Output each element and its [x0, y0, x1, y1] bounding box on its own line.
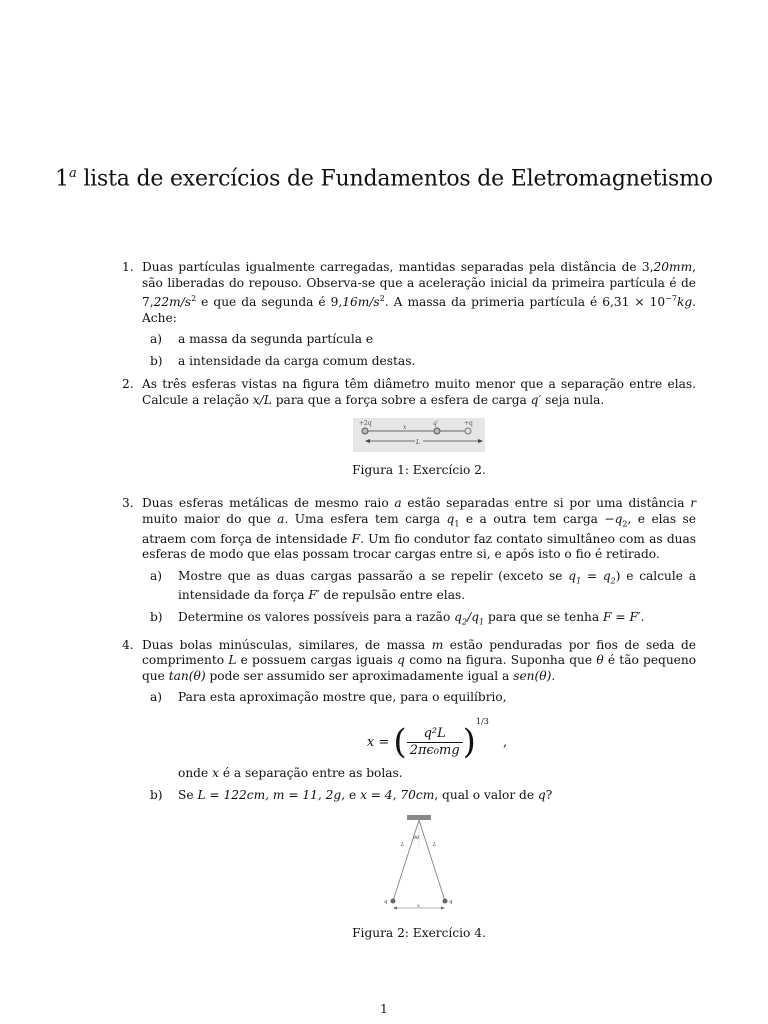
charge-symbol: q [602, 568, 611, 583]
math-inline: $q_2/q_1$ [454, 609, 485, 627]
mass-unit: kg [676, 295, 693, 310]
text: , qual o valor de [434, 787, 535, 802]
exercise-3 [122, 496, 696, 630]
text: seja nula. [545, 392, 605, 407]
exponent: 2 [191, 294, 197, 303]
numerator: q²L [407, 726, 463, 743]
text: Determine os valores possíveis para a razão [178, 609, 451, 624]
exercise-number: 1. [122, 260, 134, 274]
accel-2-value: 16m/s [342, 295, 380, 310]
pendulum-diagram [383, 813, 455, 915]
exercise-2-statement [142, 377, 696, 408]
text: . Uma esfera tem carga [284, 511, 441, 526]
right-thread [419, 820, 445, 901]
title-number: 1 [55, 166, 69, 192]
label-x: x [403, 424, 407, 432]
distance-value: 20mm [653, 260, 693, 274]
exercise-4-item-b [150, 788, 696, 804]
exercise-list [122, 260, 696, 959]
label-L: L [416, 439, 420, 447]
text: estão penduradas por fios de seda de comprimento [142, 637, 697, 668]
text: estão separadas entre si por uma distância [407, 496, 685, 511]
force-symbol: F′ [308, 588, 320, 603]
subscript: 1 [454, 519, 460, 528]
item-label: b) [150, 353, 163, 368]
text: ? [545, 787, 553, 802]
charge-symbol: q [537, 787, 546, 802]
figure-1 [142, 418, 696, 457]
length-symbol: L [228, 653, 237, 668]
text: Se [178, 787, 194, 802]
text: de repulsão entre elas. [323, 588, 466, 603]
label-q-left: q [384, 899, 388, 906]
text: ) e calcule a intensidade da força [178, 568, 697, 603]
mass-value: 31 × 10 [613, 295, 666, 310]
given-x: x = 4, 70cm [360, 787, 435, 802]
text: é tão pequeno que [142, 653, 697, 683]
sphere-right [465, 428, 471, 434]
force-equation: F = F′ [603, 609, 641, 624]
radius-symbol: a [394, 496, 402, 511]
ball-right [443, 899, 448, 904]
exercise-number: 4. [122, 637, 134, 652]
text: como na figura. Suponha que [409, 653, 593, 668]
left-paren: ( [393, 721, 407, 762]
label-x: x [417, 903, 420, 910]
fraction [407, 726, 463, 758]
text: , são liberadas do repouso. Observa-se que a aceleração inicial da primeira partícula é de 7, [142, 260, 696, 310]
charge-symbol: q [397, 653, 405, 668]
text: , e elas se atraem com força de intensidade [142, 511, 696, 546]
text: e a outra tem carga [465, 511, 598, 526]
item-label: b) [150, 609, 163, 624]
theta-label: θθ [413, 835, 420, 842]
exercise-1 [122, 260, 696, 369]
sphere-middle [434, 428, 440, 434]
item-a-note [178, 766, 696, 782]
charge-q2: −q [604, 511, 623, 526]
sphere-left [362, 428, 368, 434]
exercise-3-item-a [150, 569, 696, 604]
text: para que se tenha [487, 609, 600, 624]
given-values: L = 122cm, m = 11, 2g [197, 787, 342, 802]
charge-symbol: q [568, 568, 577, 583]
subscript: 2 [622, 519, 628, 528]
equation-tail: , [502, 734, 508, 750]
label-left-charge: +2q [359, 420, 372, 428]
label-q-right: q [449, 899, 453, 906]
exercise-4-statement [142, 638, 696, 685]
exercise-3-statement [142, 496, 696, 562]
mass-symbol: m [431, 637, 444, 652]
label-L-left: L [401, 842, 405, 849]
ball-left [391, 899, 396, 904]
radius-symbol: a [277, 511, 285, 526]
text: . A massa da primeria partícula é 6, [384, 295, 614, 310]
charge-q1: q [446, 511, 455, 526]
item-text: a intensidade da carga comum destas. [178, 353, 416, 368]
text: Mostre que as duas cargas passarão a se repelir (exceto se [178, 568, 563, 583]
exercise-3-item-b: b) Determine os valores possíveis para a razão $q_2/q_1$ para que se tenha F = F′. [150, 609, 645, 627]
exercise-4 [122, 638, 696, 942]
charge-symbol: q [471, 609, 479, 624]
equation-lhs: x = [366, 734, 390, 750]
arrow-right-head [441, 907, 445, 910]
text: muito maior do que [142, 511, 271, 526]
text: onde [178, 766, 209, 781]
item-label: a) [150, 332, 163, 347]
label-middle-charge: q′ [433, 420, 439, 428]
exercise-1-item-a [150, 332, 696, 348]
exercise-1-statement [142, 260, 696, 326]
figure-2-caption: Figura 2: Exercício 4. [352, 925, 486, 940]
x-symbol: x [212, 766, 219, 781]
text: , e [341, 787, 357, 802]
text: e possuem cargas iguais [240, 653, 393, 668]
equilibrium-equation [178, 714, 696, 762]
exercise-number: 3. [122, 496, 134, 511]
arrow-left-head [393, 907, 397, 910]
title-text: lista de exercícios de Fundamentos de Eletromagnetismo [83, 166, 713, 192]
exercise-1-item-b [150, 354, 696, 370]
text: e que da segunda é 9, [196, 295, 343, 310]
exercise-number: 2. [122, 377, 134, 392]
ratio: x/L [252, 392, 272, 407]
text: Duas partículas igualmente carregadas, mantidas separadas pela distância de 3, [142, 260, 654, 274]
label-L-right: L [433, 842, 437, 849]
figure-2 [142, 813, 696, 920]
charge-symbol: q [454, 609, 462, 624]
denominator: 2πϵ₀mg [409, 742, 460, 758]
text: é a separação entre as bolas. [222, 766, 403, 781]
angle-symbol: θ [596, 653, 604, 668]
item-text: Para esta aproximação mostre que, para o equilíbrio, [178, 690, 507, 705]
distance-symbol: r [690, 496, 697, 511]
text: . [551, 668, 556, 683]
figure-1-caption: Figura 1: Exercício 2. [352, 462, 486, 477]
math-inline: $q_1 = q_2$ [568, 568, 616, 585]
text: Duas esferas metálicas de mesmo raio [142, 496, 389, 511]
text: As três esferas vistas na figura têm diâmetro muito menor que a separação entre elas. Calcule a relação [142, 377, 696, 407]
text: Duas bolas minúsculas, similares, de massa [142, 637, 426, 652]
accel-1-value: 22m/s [153, 295, 192, 310]
title-superscript: a [68, 166, 77, 181]
item-label: a) [150, 690, 163, 705]
label-right-charge: +q [464, 420, 473, 428]
text: . Ache: [142, 295, 696, 325]
tan-expression: tan(θ) [168, 668, 206, 683]
item-text: a massa da segunda partícula e [178, 332, 374, 347]
exponent: 2 [379, 294, 385, 303]
charge-symbol: q′ [530, 392, 542, 407]
force-symbol: F [351, 531, 361, 546]
ceiling-support [407, 815, 431, 820]
page-title [0, 166, 768, 191]
right-paren: ) [462, 721, 476, 762]
text: pode ser assumido ser aproximadamente igual a [209, 668, 510, 683]
left-thread [393, 820, 419, 901]
text: para que a força sobre a esfera de carga [275, 392, 527, 407]
page-number: 1 [380, 1002, 388, 1016]
item-label: a) [150, 568, 163, 583]
mass-exponent: −7 [665, 294, 677, 303]
text: . Um fio condutor faz contato simultâneo com as duas esferas de modo que elas possam trocar cargas entre si, e após isto o fio é retirado. [142, 531, 696, 561]
item-label: b) [150, 787, 163, 802]
exercise-2 [122, 377, 696, 478]
exponent: 1/3 [475, 716, 489, 726]
exercise-4-item-a [150, 690, 696, 782]
sen-expression: sen(θ) [513, 668, 552, 683]
three-spheres-diagram [353, 418, 485, 452]
